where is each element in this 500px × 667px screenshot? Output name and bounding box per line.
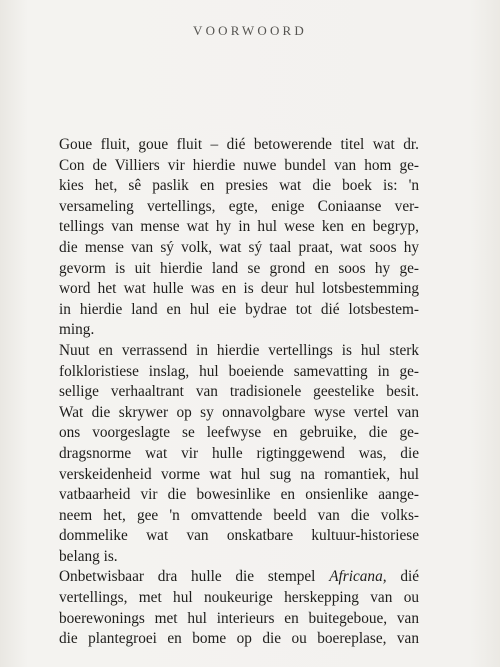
text-line: belang is. (59, 547, 118, 565)
text-line: folkloristiese inslag, hul boeiende samevatting in ge- (59, 362, 419, 380)
text-segment: dié (386, 568, 420, 586)
text-line: word het wat hulle was en is deur hul lotsbestemming (59, 280, 419, 298)
text-line: gevorm is uit hierdie land se grond en soos hy ge- (59, 259, 419, 277)
text-line: neem het, gee 'n omvattende beeld van die volks- (59, 506, 419, 524)
text-line: versameling vertellings, egte, enige Coniaanse ver- (59, 197, 419, 215)
text-line (59, 567, 419, 588)
text-line: boerewonings met hul interieurs en buitegeboue, van (59, 609, 419, 627)
text-line: in hierdie land en hul eie bydrae tot dié lotsbestem- (59, 300, 419, 318)
text-segment: Onbetwisbaar dra hulle die stempel (59, 568, 330, 586)
body-text (59, 135, 419, 650)
text-line: verskeidenheid vorme wat hul sug na romantiek, hul (59, 465, 419, 483)
text-line: vatbaarheid vir die bowesinlike en onsienlike aange- (59, 486, 419, 504)
text-line: vertellings, met hul noukeurige herskepping van ou (59, 589, 419, 607)
text-line: Nuut en verrassend in hierdie vertellings is hul sterk (59, 341, 419, 359)
text-line: dommelike wat van onskatbare kultuur-historiese (59, 527, 419, 545)
page-heading: VOORWOORD (192, 23, 308, 38)
text-line: Goue fluit, goue fluit – dié betowerende titel wat dr. (59, 136, 419, 153)
text-line: die plantegroei en bome op die ou boereplase, van (59, 630, 419, 648)
italic-term: Africana, (329, 568, 387, 586)
text-line: dragsnorme wat vir hulle rigtinggewend was, die (59, 444, 419, 462)
text-line: kies het, sê paslik en presies wat die boek is: 'n (59, 177, 419, 195)
text-line: ons voorgeslagte se leefwyse en gebruike, die ge- (59, 424, 419, 442)
text-line: Wat die skrywer op sy onnavolgbare wyse vertel van (59, 403, 419, 421)
text-line: sellige verhaaltrant van tradisionele geestelike besit. (59, 383, 419, 401)
text-line: Con de Villiers vir hierdie nuwe bundel van hom ge- (59, 156, 419, 174)
text-line: ming. (59, 321, 95, 339)
text-line: tellings van mense wat hy in hul wese ken en begryp, (59, 218, 419, 236)
text-line: die mense van sý volk, wat sý taal praat, wat soos hy (59, 238, 419, 256)
